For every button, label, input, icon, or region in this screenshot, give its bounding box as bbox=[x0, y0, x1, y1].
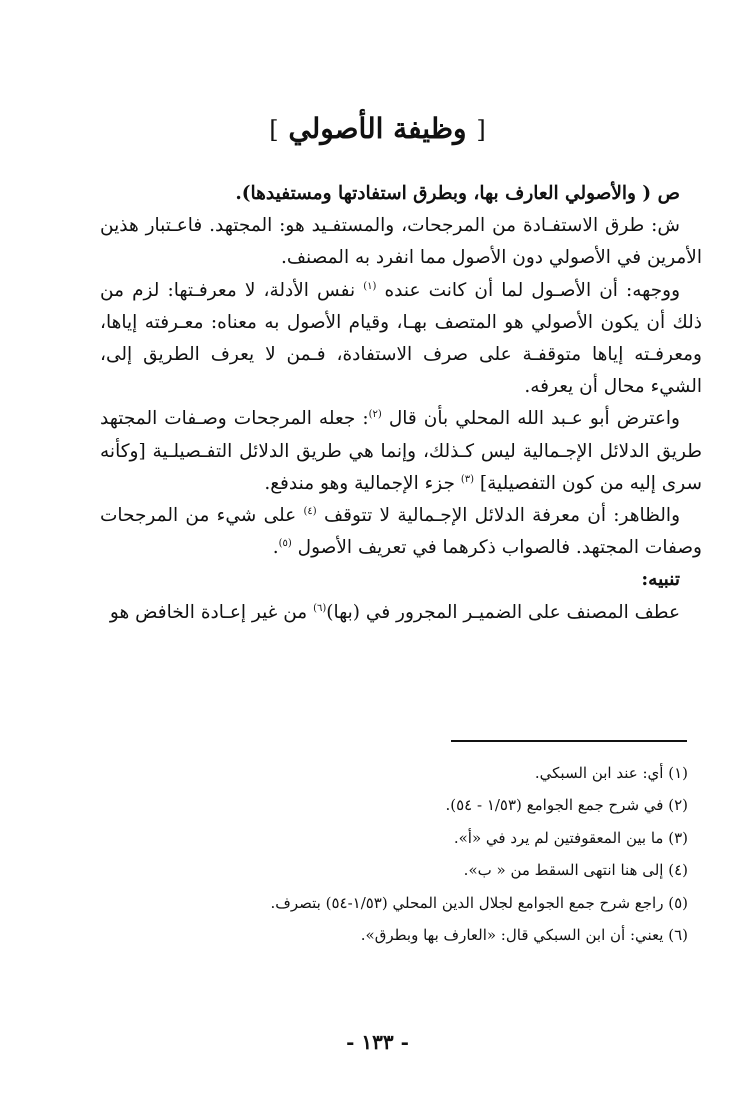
footnotes bbox=[110, 757, 688, 951]
footnote-5: (٥) راجع شرح جمع الجوامع لجلال الدين المحلي (١/٥٣-٥٤) بتصرف. bbox=[270, 893, 688, 912]
paragraph-tanbih-heading: تنبيه: bbox=[641, 569, 680, 591]
paragraph-zahir bbox=[100, 500, 702, 564]
title-open-bracket: [ bbox=[476, 116, 486, 144]
footnote-6: (٦) يعني: أن ابن السبكي قال: «العارف بها وبطرق». bbox=[360, 926, 688, 945]
paragraph-text: نفس الأدلة، لا معرفـتها: لزم من ذلك أن يكون الأصولي هو المتصف بهـا، وقيام الأصول به معناه: معـرفته إياها، ومعرفـته إياها متوقفـة على صرف الاستفادة، فـمن لا يعرف الطريق إلى، الشيء محال أن يعرفه. bbox=[100, 279, 702, 398]
section-title bbox=[0, 112, 755, 145]
footnote-4: (٤) إلى هنا انتهى السقط من « ب». bbox=[463, 861, 688, 880]
title-close-bracket: ] bbox=[269, 116, 279, 144]
paragraph-text: عطف المصنف على الضميـر المجرور في (بها) bbox=[326, 601, 680, 623]
footnote-ref[interactable]: (٤) bbox=[303, 505, 317, 517]
footnote-ref[interactable]: (٥) bbox=[278, 538, 292, 550]
paragraph-text: : جعله المرجحات وصـفات المجتهد طريق الدلائل الإجـمالية ليس كـذلك، وإنما هي طريق الدلائل التفـصيلـية [وكأنه سرى إليه من كون التفصيلية] bbox=[100, 408, 702, 494]
paragraph-text: والظاهر: أن معرفة الدلائل الإجـمالية لا تتوقف bbox=[316, 505, 681, 527]
paragraph-text: واعترض أبو عـبد الله المحلي بأن قال bbox=[381, 408, 680, 430]
footnote-separator bbox=[451, 740, 687, 742]
title-text: وظيفة الأصولي bbox=[288, 112, 467, 145]
footnote-1: (١) أي: عند ابن السبكي. bbox=[534, 764, 688, 782]
footnote-ref[interactable]: (٦) bbox=[313, 602, 327, 614]
body-text bbox=[100, 178, 702, 629]
footnote-3: (٣) ما بين المعقوفتين لم يرد في «أ». bbox=[453, 828, 688, 847]
paragraph-text: . bbox=[272, 537, 279, 559]
page-number: - ١٣٣ - bbox=[346, 1030, 409, 1054]
paragraph-matn: ص ( والأصولي العارف بها، وبطرق استفادتها ومستفيدها). bbox=[235, 183, 680, 204]
paragraph-text: جزء الإجمالية وهو مندفع. bbox=[264, 472, 461, 494]
paragraph-wajhuhu bbox=[100, 275, 702, 404]
paragraph-text: ووجهه: أن الأصـول لما أن كانت عنده bbox=[376, 279, 680, 301]
footnote-ref[interactable]: (٣) bbox=[460, 473, 474, 485]
paragraph-text: على شيء من المرجحات وصفات المجتهد. فالصواب ذكرهما في تعريف الأصول bbox=[100, 505, 702, 559]
footnote-ref[interactable]: (٢) bbox=[368, 409, 382, 421]
footnote-ref[interactable]: (١) bbox=[363, 280, 377, 292]
paragraph-itirad bbox=[100, 403, 702, 500]
footnote-2: (٢) في شرح جمع الجوامع (١/٥٣ - ٥٤). bbox=[445, 796, 688, 815]
paragraph-sharh: ش: طرق الاستفـادة من المرجحات، والمستفـيد هو: المجتهد. فاعـتبار هذين الأمرين في الأصولي دون الأصول مما انفرد به المصنف. bbox=[100, 215, 702, 269]
paragraph-text: من غير إعـادة الخافض هو bbox=[109, 601, 314, 623]
paragraph-tanbih bbox=[100, 597, 702, 629]
